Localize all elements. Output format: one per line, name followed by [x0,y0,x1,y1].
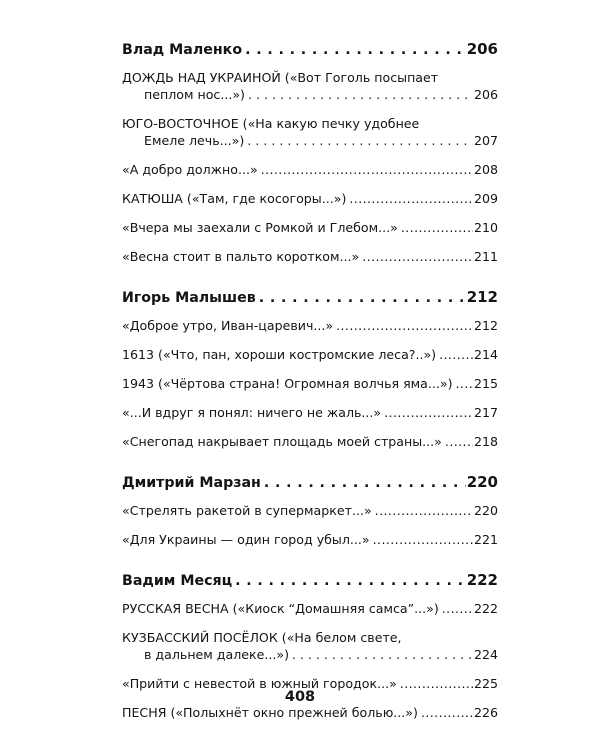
entry-title-line2: пеплом нос...») [144,87,245,102]
dot-leader [235,573,466,590]
dot-leader [292,646,473,663]
entry-page-number: 215 [473,376,498,391]
entry-title: 1943 («Чёртова страна! Огромная волчья яма...») [122,376,453,391]
entry-page-number: 222 [473,601,498,616]
entry-page-number: 209 [473,191,498,206]
entry-page-number: 210 [473,220,498,235]
dot-leader [362,248,473,265]
toc-entry [122,375,498,392]
entry-title: «Весна стоит в пальто коротком...» [122,249,360,264]
author-page-number: 212 [466,288,498,306]
table-of-contents [122,41,498,745]
dot-leader [384,404,473,421]
entry-page-number: 212 [473,318,498,333]
entry-title: ПЕСНЯ («Полыхнёт окно прежней болью...») [122,705,418,720]
entry-page-number: 206 [473,87,498,102]
entry-page-number: 224 [473,647,498,662]
dot-leader [247,132,473,149]
toc-entry [122,248,498,265]
toc-section [122,41,498,265]
dot-leader [375,502,473,519]
entry-page-number: 220 [473,503,498,518]
toc-entry [122,69,498,103]
author-name: Игорь Малышев [122,290,256,306]
toc-entry [122,115,498,149]
toc-entry [122,629,498,663]
author-heading [122,572,498,590]
dot-leader [456,375,473,392]
toc-entry [122,317,498,334]
dot-leader [248,86,473,103]
entry-page-number: 217 [473,405,498,420]
author-heading [122,474,498,492]
entry-title-line1: ДОЖДЬ НАД УКРАИНОЙ («Вот Гоголь посыпает [122,70,439,85]
entry-title: «Прийти с невестой в южный городок...» [122,676,397,691]
entry-page-number: 207 [473,133,498,148]
author-page-number: 206 [466,40,498,58]
entry-title: «А добро должно...» [122,162,258,177]
toc-section [122,289,498,450]
entry-title: 1613 («Что, пан, хороши костромские леса?..») [122,347,437,362]
author-heading [122,289,498,307]
toc-entry [122,433,498,450]
toc-entry [122,600,498,617]
entry-title: «Снегопад накрывает площадь моей страны...» [122,434,442,449]
entry-title: «Стрелять ракетой в супермаркет...» [122,503,372,518]
entry-page-number: 221 [473,532,498,547]
dot-leader [442,600,473,617]
entry-title-line1: КУЗБАССКИЙ ПОСЁЛОК («На белом свете, [122,630,402,645]
dot-leader [261,161,473,178]
entry-title: РУССКАЯ ВЕСНА («Киоск “Домашняя самса”...») [122,601,439,616]
dot-leader [445,433,473,450]
toc-entry [122,531,498,548]
dot-leader [245,42,466,59]
entry-title: «...И вдруг я понял: ничего не жаль...» [122,405,382,420]
dot-leader [264,475,466,492]
entry-page-number: 211 [473,249,498,264]
dot-leader [349,190,473,207]
toc-entry [122,404,498,421]
entry-page-number: 226 [473,705,498,720]
author-name: Влад Маленко [122,42,243,58]
author-page-number: 220 [466,473,498,491]
entry-title: «Доброе утро, Иван-царевич...» [122,318,334,333]
entry-title: «Для Украины — один город убыл...» [122,532,370,547]
dot-leader [401,219,473,236]
toc-entry [122,219,498,236]
entry-page-number: 214 [473,347,498,362]
entry-title-line2: Емеле лечь...») [144,133,245,148]
page-number: 408 [284,689,316,705]
dot-leader [373,531,473,548]
toc-section [122,474,498,548]
toc-entry [122,502,498,519]
toc-entry [122,346,498,363]
entry-page-number: 225 [473,676,498,691]
entry-title: «Вчера мы заехали с Ромкой и Глебом...» [122,220,398,235]
entry-title-line2: в дальнем далеке...») [144,647,290,662]
dot-leader [336,317,473,334]
toc-entry [122,161,498,178]
author-page-number: 222 [466,571,498,589]
toc-entry [122,704,498,721]
author-heading [122,41,498,59]
dot-leader [259,290,466,307]
dot-leader [421,704,473,721]
entry-page-number: 218 [473,434,498,449]
entry-title: КАТЮША («Там, где косогоры...») [122,191,347,206]
author-name: Вадим Месяц [122,573,233,589]
dot-leader [439,346,473,363]
entry-page-number: 208 [473,162,498,177]
entry-title-line1: ЮГО-ВОСТОЧНОЕ («На какую печку удобнее [122,116,420,131]
author-name: Дмитрий Марзан [122,475,261,491]
toc-entry [122,190,498,207]
